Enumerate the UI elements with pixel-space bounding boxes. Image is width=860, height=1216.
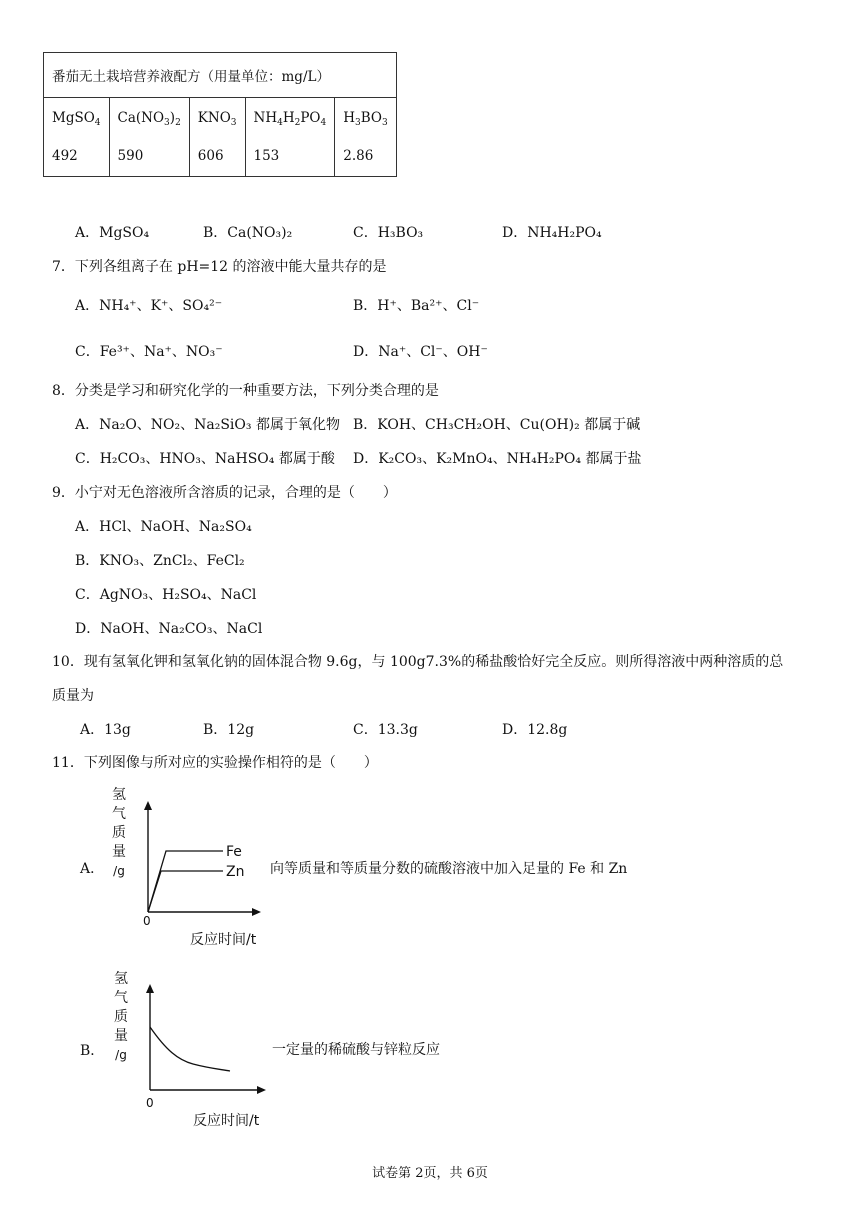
table-value: 590 <box>117 147 144 164</box>
nutrient-table <box>43 52 397 177</box>
table-cell-mgso4: MgSO$_4$ 492 <box>44 98 110 177</box>
q10-option-a[interactable]: A．13g <box>80 722 131 738</box>
q11-stem: 11．下列图像与所对应的实验操作相符的是（ ） <box>52 755 378 771</box>
table-value: 492 <box>52 147 78 164</box>
graph-a-x-arrow <box>252 908 261 916</box>
graph-b-ylabel: 氢 气 质 量 /g <box>114 971 128 1062</box>
q10-option-c[interactable]: C．13.3g <box>353 722 418 738</box>
q11-option-b-label[interactable]: B． <box>80 1043 105 1059</box>
q7-option-c[interactable]: C．Fe³⁺、Na⁺、NO₃⁻ <box>75 344 223 360</box>
graph-a-axes <box>135 800 265 920</box>
table-cell-cano3: $Ca(NO_3)_2$ 590 <box>109 98 189 177</box>
q8-option-c[interactable]: C．H₂CO₃、HNO₃、NaHSO₄ 都属于酸 <box>75 451 335 467</box>
graph-a-legend-zn: Zn <box>226 864 245 880</box>
q10-option-b[interactable]: B．12g <box>203 722 255 738</box>
q8-stem: 8．分类是学习和研究化学的一种重要方法，下列分类合理的是 <box>52 383 439 399</box>
q9-option-c[interactable]: C．AgNO₃、H₂SO₄、NaCl <box>75 587 257 603</box>
q8-option-a[interactable]: A．Na₂O、NO₂、Na₂SiO₃ 都属于氧化物 <box>75 417 340 433</box>
graph-a-description: 向等质量和等质量分数的硫酸溶液中加入足量的 Fe 和 Zn <box>270 861 628 877</box>
table-value: 153 <box>253 147 280 164</box>
q6-option-b[interactable]: B．Ca(NO₃)₂ <box>203 225 293 241</box>
q7-stem: 7．下列各组离子在 pH=12 的溶液中能大量共存的是 <box>52 259 387 275</box>
graph-b-curve <box>150 1027 230 1071</box>
q6-option-c[interactable]: C．H₃BO₃ <box>353 225 424 241</box>
table-title: 番茄无土栽培营养液配方（用量单位：mg/L） <box>44 53 397 98</box>
q9-option-a[interactable]: A．HCl、NaOH、Na₂SO₄ <box>75 519 252 535</box>
q9-stem: 9．小宁对无色溶液所含溶质的记录，合理的是（ ） <box>52 485 397 501</box>
graph-a-xlabel: 反应时间/t <box>190 932 257 948</box>
q11-option-a-label[interactable]: A． <box>80 861 105 877</box>
table-cell-h3bo3: $H_3BO_3$ 2.86 <box>335 98 397 177</box>
graph-a-line-zn <box>148 871 223 912</box>
graph-b-y-arrow <box>146 984 154 993</box>
q7-option-d[interactable]: D．Na⁺、Cl⁻、OH⁻ <box>353 344 488 360</box>
q10-option-d[interactable]: D．12.8g <box>502 722 568 738</box>
graph-b-origin: 0 <box>146 1096 154 1110</box>
graph-b-axes <box>138 982 270 1098</box>
q7-option-a[interactable]: A．NH₄⁺、K⁺、SO₄²⁻ <box>75 298 223 314</box>
page-footer: 试卷第 2页，共 6页 <box>372 1166 488 1181</box>
q10-stem-line1: 10．现有氢氧化钾和氢氧化钠的固体混合物 9.6g，与 100g7.3%的稀盐酸恰好完全反应。则所得溶液中两种溶质的总 <box>52 654 784 670</box>
graph-a-origin: 0 <box>143 914 151 928</box>
graph-a-y-arrow <box>144 801 152 810</box>
q7-option-b[interactable]: B．H⁺、Ba²⁺、Cl⁻ <box>353 298 480 314</box>
graph-a-legend-fe: Fe <box>226 844 242 860</box>
table-cell-kno3: $KNO_3$ 606 <box>189 98 245 177</box>
q9-option-b[interactable]: B．KNO₃、ZnCl₂、FeCl₂ <box>75 553 245 569</box>
q10-stem-line2: 质量为 <box>52 688 94 704</box>
q6-option-d[interactable]: D．NH₄H₂PO₄ <box>502 225 602 241</box>
graph-a-ylabel: 氢 气 质 量 /g <box>112 787 126 878</box>
q8-option-b[interactable]: B．KOH、CH₃CH₂OH、Cu(OH)₂ 都属于碱 <box>353 417 641 433</box>
graph-b-xlabel: 反应时间/t <box>193 1113 260 1129</box>
graph-b-x-arrow <box>257 1086 266 1094</box>
table-value: 606 <box>197 147 224 164</box>
table-value: 2.86 <box>343 147 374 164</box>
graph-a-line-fe <box>148 851 223 912</box>
graph-b-description: 一定量的稀硫酸与锌粒反应 <box>272 1042 440 1058</box>
q8-option-d[interactable]: D．K₂CO₃、K₂MnO₄、NH₄H₂PO₄ 都属于盐 <box>353 451 642 467</box>
q9-option-d[interactable]: D．NaOH、Na₂CO₃、NaCl <box>75 621 263 637</box>
table-cell-nh4h2po4: $NH_4H_2PO_4$ 153 <box>245 98 335 177</box>
q6-option-a[interactable]: A．MgSO₄ <box>75 225 150 241</box>
